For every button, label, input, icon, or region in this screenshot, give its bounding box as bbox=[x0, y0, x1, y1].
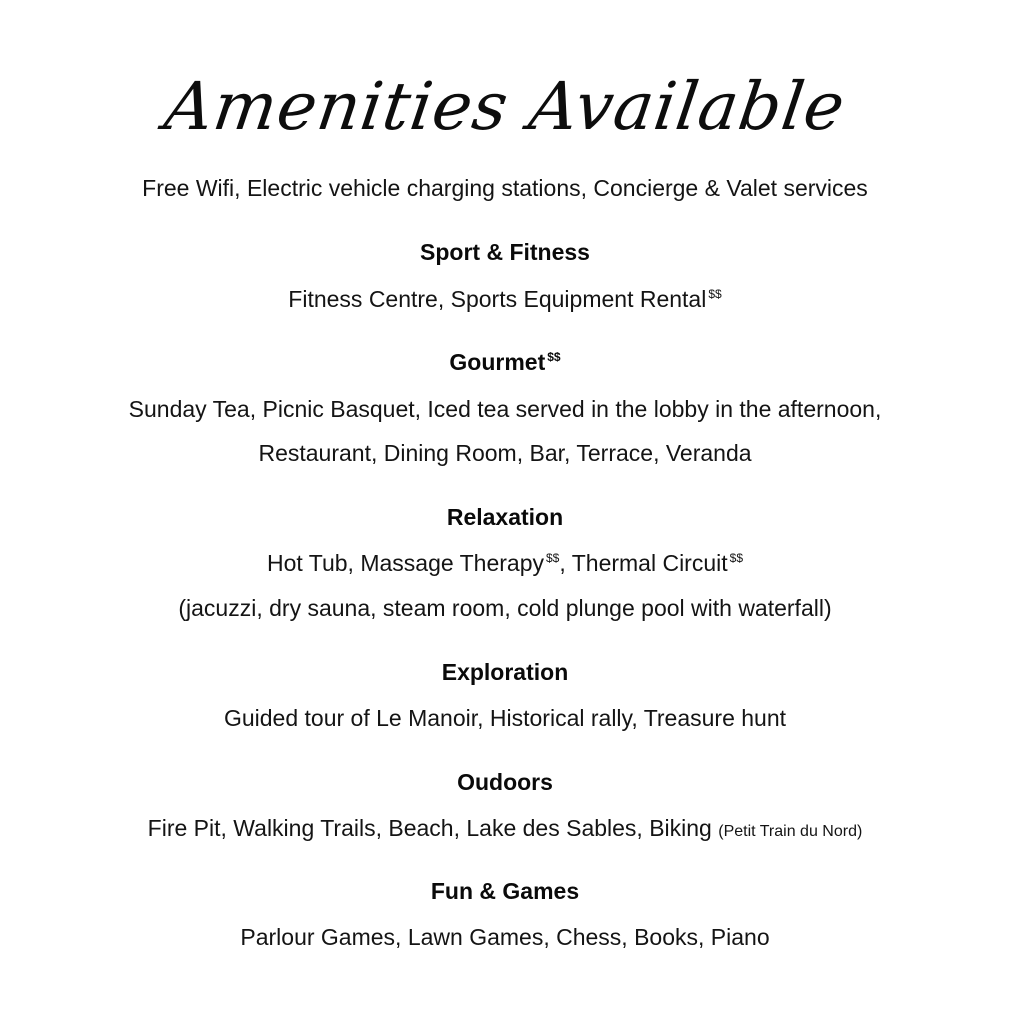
section-heading-fun-games: Fun & Games bbox=[430, 878, 580, 904]
section-heading-sport-fitness: Sport & Fitness bbox=[420, 239, 590, 265]
section-line-exploration: Guided tour of Le Manoir, Historical rally, Treasure hunt bbox=[223, 705, 787, 731]
heading-text: Gourmet bbox=[449, 349, 546, 375]
price-marker: $$ bbox=[547, 350, 561, 364]
section-heading-gourmet bbox=[0, 347, 1010, 377]
line-text: Fire Pit, Walking Trails, Beach, Lake des Sables, Biking bbox=[147, 815, 712, 841]
line-text: Fitness Centre, Sports Equipment Rental bbox=[288, 286, 707, 312]
section-line-sport-fitness bbox=[0, 284, 1010, 314]
section-line-outdoors bbox=[0, 813, 1010, 847]
section-line-relaxation-2: (jacuzzi, dry sauna, steam room, cold plunge pool with waterfall) bbox=[178, 595, 832, 621]
line-text: Hot Tub, Massage Therapy bbox=[267, 550, 544, 576]
section-line-gourmet-1: Sunday Tea, Picnic Basquet, Iced tea served in the lobby in the afternoon, bbox=[128, 396, 882, 422]
price-marker: $$ bbox=[546, 551, 560, 565]
price-marker: $$ bbox=[729, 551, 743, 565]
section-heading-relaxation: Relaxation bbox=[446, 504, 564, 530]
section-heading-outdoors: Oudoors bbox=[457, 769, 553, 795]
section-line-fun-games: Parlour Games, Lawn Games, Chess, Books, Piano bbox=[240, 924, 770, 950]
section-heading-exploration: Exploration bbox=[441, 659, 569, 685]
intro-line: Free Wifi, Electric vehicle charging stations, Concierge & Valet services bbox=[142, 175, 868, 201]
price-marker: $$ bbox=[708, 287, 722, 301]
page-title: Amenities Available bbox=[160, 68, 851, 145]
section-line-relaxation-1 bbox=[0, 548, 1010, 578]
section-line-gourmet-2: Restaurant, Dining Room, Bar, Terrace, Veranda bbox=[258, 440, 752, 466]
line-text: , Thermal Circuit bbox=[559, 550, 728, 576]
line-note: (Petit Train du Nord) bbox=[718, 823, 863, 840]
